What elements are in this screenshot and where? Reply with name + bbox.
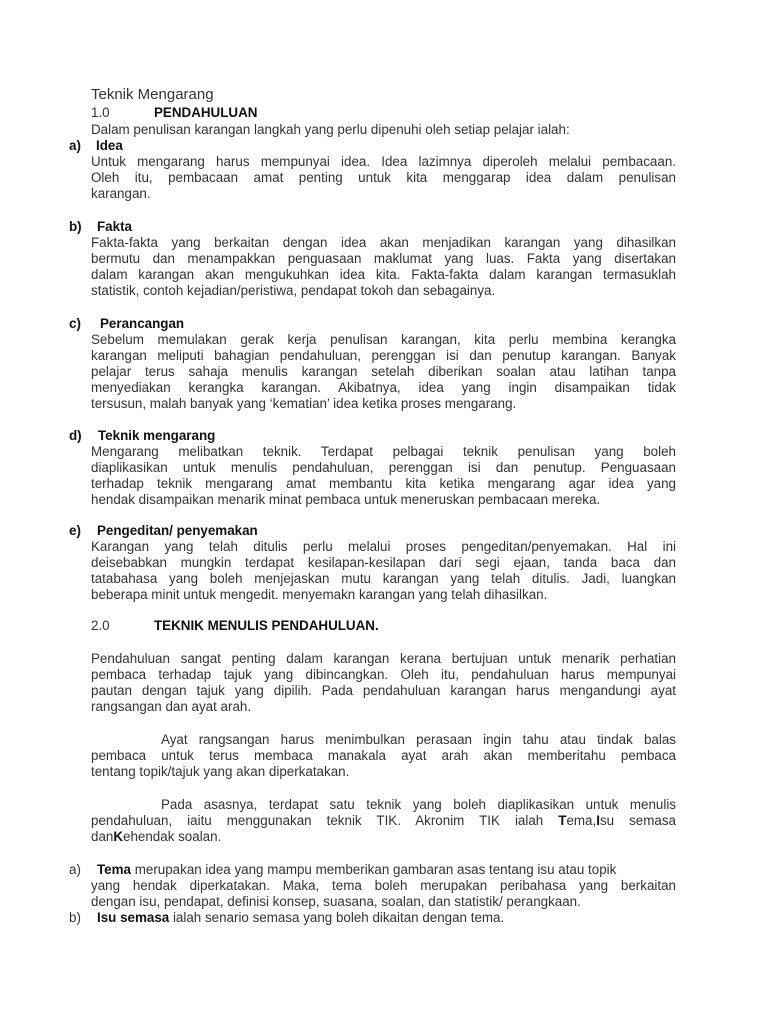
list-marker: e) bbox=[69, 523, 81, 538]
item-heading: Pengeditan/ penyemakan bbox=[97, 523, 258, 538]
list-marker: a) bbox=[69, 862, 81, 877]
acronym-letter: K bbox=[113, 829, 124, 844]
paragraph-line: tatabahasa yang boleh menjejaskan mutu karangan yang telah ditulis. Jadi, luangkan bbox=[91, 571, 676, 586]
acronym-letter: T bbox=[558, 813, 567, 828]
text-run: pendahuluan, iaitu menggunakan teknik TIK. Akronim TIK ialah bbox=[91, 813, 559, 828]
paragraph-line: pembaca terhadap tajuk yang dibincangkan. Oleh itu, pendahuluan harus mempunyai bbox=[91, 667, 676, 682]
paragraph-line: diaplikasikan untuk menulis pendahuluan, perenggan isi dan penutup. Penguasaan bbox=[91, 460, 676, 475]
item-heading: Perancangan bbox=[100, 316, 185, 331]
paragraph-line: pautan dengan tajuk yang dipilih. Pada pendahuluan karangan harus mengandungi ayat bbox=[91, 683, 676, 698]
paragraph-line: tentang topik/tajuk yang akan diperkatakan. bbox=[91, 764, 350, 779]
document-title: Teknik Mengarang bbox=[91, 86, 214, 103]
paragraph-line: Pada asasnya, terdapat satu teknik yang boleh diaplikasikan untuk menulis bbox=[161, 797, 676, 812]
paragraph-line: statistik, contoh kejadian/peristiwa, pendapat tokoh dan sebagainya. bbox=[91, 283, 496, 298]
paragraph-line: Mengarang melibatkan teknik. Terdapat pelbagai teknik penulisan yang boleh bbox=[91, 444, 676, 459]
list-marker: c) bbox=[69, 316, 81, 331]
text-run: dan bbox=[91, 829, 114, 844]
paragraph-line: karangan. bbox=[91, 186, 151, 201]
paragraph-line bbox=[97, 910, 504, 926]
section-intro: Dalam penulisan karangan langkah yang perlu dipenuhi oleh setiap pelajar ialah: bbox=[91, 122, 570, 137]
item-heading: Fakta bbox=[97, 219, 132, 234]
section-number: 2.0 bbox=[91, 618, 110, 633]
list-marker: d) bbox=[69, 428, 82, 443]
list-marker: b) bbox=[69, 219, 82, 234]
paragraph-line: dalam karangan akan mengukuhkan idea kita. Fakta-fakta dalam karangan termasuklah bbox=[91, 267, 676, 282]
paragraph-line: Ayat rangsangan harus menimbulkan perasaan ingin tahu atau tindak balas bbox=[161, 732, 676, 747]
paragraph-line bbox=[97, 862, 616, 878]
paragraph-line: Sebelum memulakan gerak kerja penulisan karangan, kita perlu membina kerangka bbox=[91, 332, 676, 347]
term: Isu semasa bbox=[97, 910, 170, 925]
paragraph-line: Karangan yang telah ditulis perlu melalui proses pengeditan/penyemakan. Hal ini bbox=[91, 539, 676, 554]
paragraph-line: pembaca untuk terus membaca manakala ayat arah akan memberitahu pembaca bbox=[91, 748, 676, 763]
section-heading: TEKNIK MENULIS PENDAHULUAN. bbox=[154, 618, 379, 633]
paragraph-line: yang hendak diperkatakan. Maka, tema boleh merupakan peribahasa yang berkaitan bbox=[91, 878, 676, 893]
paragraph-line: Oleh itu, pembacaan amat penting untuk kita menggarap idea dalam penulisan bbox=[91, 170, 676, 185]
list-marker: a) bbox=[69, 138, 81, 153]
paragraph-line: Fakta-fakta yang berkaitan dengan idea akan menjadikan karangan yang dihasilkan bbox=[91, 235, 676, 250]
paragraph-line: bermutu dan menampakkan penguasaan maklumat yang luas. Fakta yang disertakan bbox=[91, 251, 676, 266]
paragraph-line: pelajar terus sahaja menulis karangan setelah diberikan soalan atau latihan tanpa bbox=[91, 364, 676, 379]
paragraph-line: tersusun, malah banyak yang ‘kematian’ idea ketika proses mengarang. bbox=[91, 396, 517, 411]
paragraph-line bbox=[91, 813, 676, 829]
paragraph-line: rangsangan dan ayat arah. bbox=[91, 699, 252, 714]
paragraph-line: Untuk mengarang harus mempunyai idea. Idea lazimnya diperoleh melalui pembacaan. bbox=[91, 154, 676, 169]
term: Tema bbox=[97, 862, 131, 877]
section-heading: PENDAHULUAN bbox=[154, 105, 258, 120]
section-number: 1.0 bbox=[91, 105, 110, 120]
paragraph-line bbox=[91, 829, 221, 845]
paragraph-line: menyediakan kerangka karangan. Akibatnya, idea yang ingin disampaikan tidak bbox=[91, 380, 676, 395]
paragraph-line: hendak disampaikan menarik minat pembaca untuk meneruskan pembacaan mereka. bbox=[91, 492, 601, 507]
item-heading: Idea bbox=[96, 138, 123, 153]
paragraph-line: terhadap teknik mengarang amat membantu kita ketika mengarang agar idea yang bbox=[91, 476, 676, 491]
paragraph-line: deisebabkan mungkin terdapat kesilapan-kesilapan dari segi ejaan, tanda baca dan bbox=[91, 555, 676, 570]
text-run: su semasa bbox=[599, 813, 676, 828]
text-run: ema, bbox=[566, 813, 597, 828]
paragraph-line: karangan meliputi bahagian pendahuluan, perenggan isi dan penutup karangan. Banyak bbox=[91, 348, 676, 363]
paragraph-line: Pendahuluan sangat penting dalam karangan kerana bertujuan untuk menarik perhatian bbox=[91, 651, 676, 666]
item-heading: Teknik mengarang bbox=[98, 428, 216, 443]
text-run: merupakan idea yang mampu memberikan gambaran asas tentang isu atau topik bbox=[131, 862, 617, 877]
paragraph-line: dengan isu, pendapat, definisi konsep, suasana, soalan, dan statistik/ perangkaan. bbox=[91, 894, 581, 909]
acronym-letter: I bbox=[596, 813, 600, 828]
text-run: ialah senario semasa yang boleh dikaitan dengan tema. bbox=[169, 910, 505, 925]
list-marker: b) bbox=[69, 910, 81, 925]
paragraph-line: beberapa minit untuk mengedit. menyemakn karangan yang telah dihasilkan. bbox=[91, 587, 548, 602]
text-run: ehendak soalan. bbox=[123, 829, 222, 844]
